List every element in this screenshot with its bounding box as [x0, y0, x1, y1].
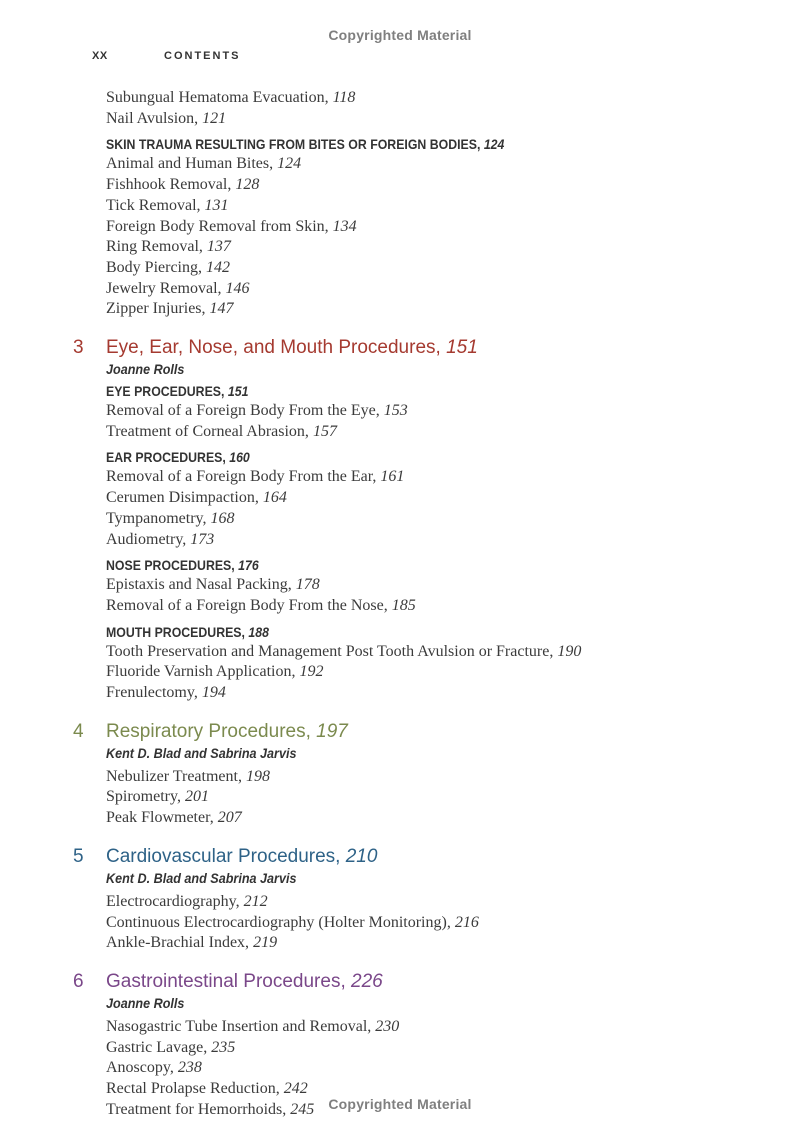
toc-entry: [0, 467, 800, 488]
chapter-author: Kent D. Blad and Sabrina Jarvis: [106, 869, 297, 886]
chapter-number: 4: [73, 720, 84, 742]
entry-title: Subungual Hematoma Evacuation,: [106, 89, 329, 106]
running-head-title: CONTENTS: [164, 50, 241, 62]
toc-entry: [0, 787, 800, 808]
toc-entry: [0, 530, 800, 551]
section-heading: [13, 447, 717, 467]
chapter-page: 151: [446, 337, 478, 359]
toc-entry: [0, 1038, 800, 1059]
entry-title: Continuous Electrocardiography (Holter Monitoring),: [106, 913, 451, 931]
entry-page: 216: [454, 913, 479, 931]
entry-title: Tooth Preservation and Management Post Tooth Avulsion or Fracture,: [106, 642, 554, 660]
entry-page: 121: [202, 109, 227, 127]
section-heading: [13, 381, 717, 401]
entry-page: 212: [243, 892, 268, 910]
toc-entry: [0, 662, 800, 683]
entry-title: Fluoride Varnish Application,: [106, 663, 296, 681]
toc-entry: [0, 933, 800, 954]
entry-title: Ankle-Brachial Index,: [106, 934, 250, 952]
chapter-number: 6: [73, 970, 84, 992]
section-heading: [13, 622, 717, 642]
entry-page: 153: [383, 402, 408, 420]
chapter-title-text: Respiratory Procedures,: [106, 720, 311, 742]
entry-page: 245: [290, 1100, 315, 1118]
section-page: 160: [229, 449, 250, 466]
toc-entry: [0, 217, 800, 238]
section-page: 176: [238, 557, 259, 574]
entry-title: Electrocardiography,: [106, 892, 240, 910]
entry-page: 173: [190, 530, 215, 548]
chapter-title: [106, 845, 377, 869]
page-folio: XX: [92, 50, 108, 62]
chapter-author: Joanne Rolls: [106, 994, 185, 1011]
entry-title: Ring Removal,: [106, 238, 203, 256]
entry-title: Tick Removal,: [106, 196, 201, 214]
entry-title: Zipper Injuries,: [106, 300, 206, 318]
chapter-page: 210: [345, 845, 378, 867]
entry-title: Removal of a Foreign Body From the Ear,: [106, 468, 377, 486]
entry-page: 146: [225, 279, 250, 297]
section-heading: [13, 555, 717, 575]
toc-entry: [0, 892, 800, 913]
entry-title: Nebulizer Treatment,: [106, 767, 242, 785]
entry-title: Cerumen Disimpaction,: [106, 489, 259, 507]
entry-page: 134: [332, 217, 357, 235]
entry-title: Body Piercing,: [106, 258, 202, 276]
chapter-title-text: Cardiovascular Procedures,: [106, 845, 341, 867]
toc-entry: [0, 237, 800, 258]
section-title: MOUTH PROCEDURES,: [106, 623, 245, 640]
entry-page: 201: [184, 788, 209, 806]
entry-page: 168: [210, 509, 235, 527]
chapter-title: [106, 970, 383, 994]
toc-entry: [0, 808, 800, 829]
toc-entry: [0, 279, 800, 300]
chapter-number: 3: [73, 337, 84, 359]
entry-page: 242: [283, 1080, 308, 1098]
entry-title: Jewelry Removal,: [106, 279, 222, 297]
toc-entry: [0, 258, 800, 279]
toc-entry: [0, 401, 800, 422]
toc-entry: [0, 175, 800, 196]
entry-title: Peak Flowmeter,: [106, 809, 214, 827]
section-title: EAR PROCEDURES,: [106, 449, 226, 466]
chapter-title-text: Eye, Ear, Nose, and Mouth Procedures,: [106, 337, 441, 359]
entry-page: 157: [312, 422, 337, 440]
watermark-bottom: Copyrighted Material: [328, 1096, 472, 1112]
chapter-heading: [0, 970, 800, 994]
toc-entry: [0, 596, 800, 617]
chapter-author: Joanne Rolls: [106, 361, 185, 378]
section-heading: [13, 134, 717, 154]
chapter-title-text: Gastrointestinal Procedures,: [106, 970, 346, 992]
section-page: 151: [227, 383, 249, 400]
toc-entry: [0, 683, 800, 704]
section-page: 124: [483, 136, 505, 153]
chapter-page: 197: [316, 720, 348, 742]
entry-page: 142: [206, 258, 230, 276]
entry-page: 131: [204, 196, 229, 214]
entry-page: 178: [295, 576, 320, 594]
chapter-heading: [0, 845, 800, 869]
entry-page: 128: [235, 176, 260, 194]
entry-page: 194: [201, 684, 226, 702]
entry-title: Spirometry,: [106, 788, 181, 806]
entry-page: 219: [253, 934, 278, 952]
entry-title: Animal and Human Bites,: [106, 155, 274, 173]
toc-entry: [0, 88, 800, 109]
toc-entry: [0, 299, 800, 320]
entry-title: Treatment for Hemorrhoids,: [106, 1100, 287, 1118]
entry-title: Anoscopy,: [106, 1059, 174, 1077]
toc-entry: [0, 509, 800, 530]
watermark-top: Copyrighted Material: [328, 27, 472, 43]
chapter-title: [106, 720, 348, 744]
toc-entry: [0, 575, 800, 596]
entry-title: Nail Avulsion,: [106, 109, 199, 127]
entry-title: Removal of a Foreign Body From the Nose,: [106, 596, 388, 614]
entry-page: 198: [245, 767, 270, 785]
toc-entry: [0, 767, 800, 788]
entry-page: 118: [332, 89, 356, 106]
entry-page: 238: [177, 1059, 202, 1077]
toc-entry: [0, 196, 800, 217]
section-title: EYE PROCEDURES,: [106, 383, 225, 400]
entry-page: 124: [277, 155, 302, 173]
entry-title: Gastric Lavage,: [106, 1038, 208, 1056]
toc-entry: [0, 642, 800, 663]
entry-page: 207: [217, 809, 242, 827]
entry-page: 161: [380, 468, 405, 486]
toc-entry: [0, 488, 800, 509]
toc-content: [0, 88, 800, 1121]
toc-entry: [0, 109, 800, 130]
entry-page: 147: [209, 300, 234, 318]
section-page: 188: [248, 623, 269, 640]
entry-title: Nasogastric Tube Insertion and Removal,: [106, 1017, 372, 1035]
toc-entry: [0, 1017, 800, 1038]
chapter-title: [106, 336, 478, 360]
chapter-number: 5: [73, 845, 84, 867]
entry-title: Rectal Prolapse Reduction,: [106, 1080, 280, 1098]
chapter-heading: [0, 720, 800, 744]
chapter-heading: [0, 336, 800, 360]
toc-entry: [0, 913, 800, 934]
entry-title: Audiometry,: [106, 530, 187, 548]
section-title: NOSE PROCEDURES,: [106, 557, 235, 574]
entry-page: 164: [262, 489, 287, 507]
entry-title: Treatment of Corneal Abrasion,: [106, 422, 309, 440]
entry-title: Tympanometry,: [106, 509, 207, 527]
entry-title: Frenulectomy,: [106, 684, 198, 702]
entry-page: 137: [206, 238, 231, 256]
entry-title: Epistaxis and Nasal Packing,: [106, 576, 292, 594]
toc-entry: [0, 154, 800, 175]
chapter-author: Kent D. Blad and Sabrina Jarvis: [106, 744, 297, 761]
toc-entry: [0, 422, 800, 443]
entry-page: 190: [557, 642, 582, 660]
chapter-page: 226: [351, 970, 383, 992]
entry-page: 235: [211, 1038, 236, 1056]
entry-page: 230: [375, 1017, 400, 1035]
entry-title: Removal of a Foreign Body From the Eye,: [106, 402, 380, 420]
entry-title: Foreign Body Removal from Skin,: [106, 217, 329, 235]
running-head: [92, 50, 241, 62]
toc-entry: [0, 1058, 800, 1079]
section-title: SKIN TRAUMA RESULTING FROM BITES OR FOREIGN BODIES,: [106, 136, 481, 153]
entry-page: 192: [299, 663, 324, 681]
entry-title: Fishhook Removal,: [106, 176, 232, 194]
entry-page: 185: [391, 596, 416, 614]
